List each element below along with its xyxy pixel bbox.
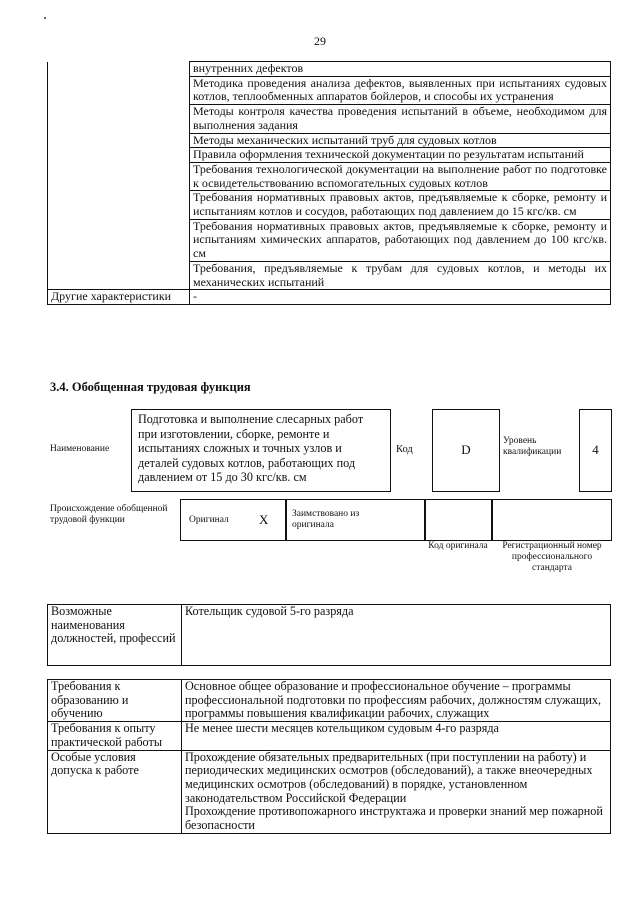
education-label: Требования к образованию и обучению xyxy=(48,680,182,722)
table-cell: Требования технологической документации на выполнение работ по подготовке к освидетельствованию вспомогательных судовых котлов xyxy=(190,162,611,190)
table-row xyxy=(48,219,611,261)
experience-value: Не менее шести месяцев котельщиком судовым 4-го разряда xyxy=(182,722,611,750)
registration-caption: Регистрационный номер профессионального стандарта xyxy=(502,541,602,573)
table-cell: Методы механических испытаний труб для судовых котлов xyxy=(190,133,611,148)
table-cell: Методы контроля качества проведения испытаний в объеме, необходимом для выполнения задания xyxy=(190,105,611,133)
table-row xyxy=(48,162,611,190)
left-cell-empty xyxy=(48,62,190,77)
left-cell-empty xyxy=(48,105,190,133)
code-caption: Код оригинала xyxy=(428,541,488,551)
table-row xyxy=(48,605,611,666)
table-row xyxy=(48,76,611,104)
table-cell: Требования, предъявляемые к трубам для судовых котлов, и методы их механических испытаний xyxy=(190,261,611,289)
admission-line: Прохождение обязательных предварительных (при поступлении на работу) и периодических медицинских осмотров (обследований), а также внеочередных медицинских осмотров (обследований) в порядке, установленном законодательством Российской Федерации xyxy=(185,749,593,805)
table-row xyxy=(48,62,611,77)
table-row xyxy=(48,148,611,163)
table-row xyxy=(48,191,611,219)
table-row xyxy=(48,750,611,833)
code-label: Код xyxy=(396,444,413,455)
positions-value: Котельщик судовой 5-го разряда xyxy=(182,605,611,666)
admission-label: Особые условия допуска к работе xyxy=(48,750,182,833)
table-row xyxy=(48,290,611,305)
level-label: Уровень квалификации xyxy=(503,436,562,457)
page-number: 29 xyxy=(314,34,326,48)
table-cell: Требования нормативных правовых актов, предъявляемые к сборке, ремонту и испытаниям химических аппаратов, работающих под давлением до 100 кгс/кв. см xyxy=(190,219,611,261)
left-cell-empty xyxy=(48,133,190,148)
experience-label: Требования к опыту практической работы xyxy=(48,722,182,750)
original-mark: X xyxy=(259,512,269,527)
original-cell xyxy=(180,499,287,541)
knowledge-table xyxy=(47,61,611,305)
name-label: Наименование xyxy=(50,444,110,454)
other-characteristics-value: - xyxy=(190,290,611,305)
table-cell: Методика проведения анализа дефектов, выявленных при испытаниях судовых котлов, теплообменных аппаратов бойлеров, и способы их устранения xyxy=(190,76,611,104)
table-row xyxy=(48,261,611,289)
table-row xyxy=(48,722,611,750)
original-code-cell xyxy=(424,499,493,541)
positions-table xyxy=(47,604,611,666)
table-cell: внутренних дефектов xyxy=(190,62,611,77)
left-cell-empty xyxy=(48,191,190,219)
function-name: Подготовка и выполнение слесарных работ при изготовлении, сборке, ремонте и испытаниях сложных и точных узлов и деталей судовых котлов, работающих под давлением от 15 до 30 кгс/кв. см xyxy=(138,412,364,484)
original-label: Оригинал xyxy=(189,515,229,525)
left-cell-empty xyxy=(48,76,190,104)
table-cell: Правила оформления технической документации по результатам испытаний xyxy=(190,148,611,163)
origin-label: Происхождение обобщенной трудовой функции xyxy=(50,504,168,525)
education-value: Основное общее образование и профессиональное обучение – программы профессиональной подготовки по профессиям рабочих, должностям служащих, программы повышения квалификации рабочих, служащих xyxy=(182,680,611,722)
admission-value xyxy=(182,750,611,833)
code-value: D xyxy=(461,442,471,457)
section-title: 3.4. Обобщенная трудовая функция xyxy=(50,380,251,394)
borrowed-cell xyxy=(285,499,426,541)
requirements-table xyxy=(47,679,611,834)
scan-dot xyxy=(44,17,46,19)
registration-number-cell xyxy=(491,499,612,541)
left-cell-empty xyxy=(48,219,190,261)
table-cell: Требования нормативных правовых актов, предъявляемые к сборке, ремонту и испытаниям котлов и сосудов, работающих под давлением до 15 кгс/кв. см xyxy=(190,191,611,219)
left-cell-empty xyxy=(48,162,190,190)
borrowed-label: Заимствовано из оригинала xyxy=(292,509,360,530)
left-cell-empty xyxy=(48,261,190,289)
other-characteristics-label: Другие характеристики xyxy=(48,290,190,305)
name-box xyxy=(131,409,391,492)
left-cell-empty xyxy=(48,148,190,163)
table-row xyxy=(48,105,611,133)
table-row xyxy=(48,680,611,722)
table-row xyxy=(48,133,611,148)
level-value: 4 xyxy=(592,442,599,457)
level-box xyxy=(579,409,612,492)
positions-label: Возможные наименования должностей, профессий xyxy=(48,605,182,666)
code-box xyxy=(432,409,500,492)
admission-line: Прохождение противопожарного инструктажа и проверки знаний мер пожарной безопасности xyxy=(185,804,603,833)
